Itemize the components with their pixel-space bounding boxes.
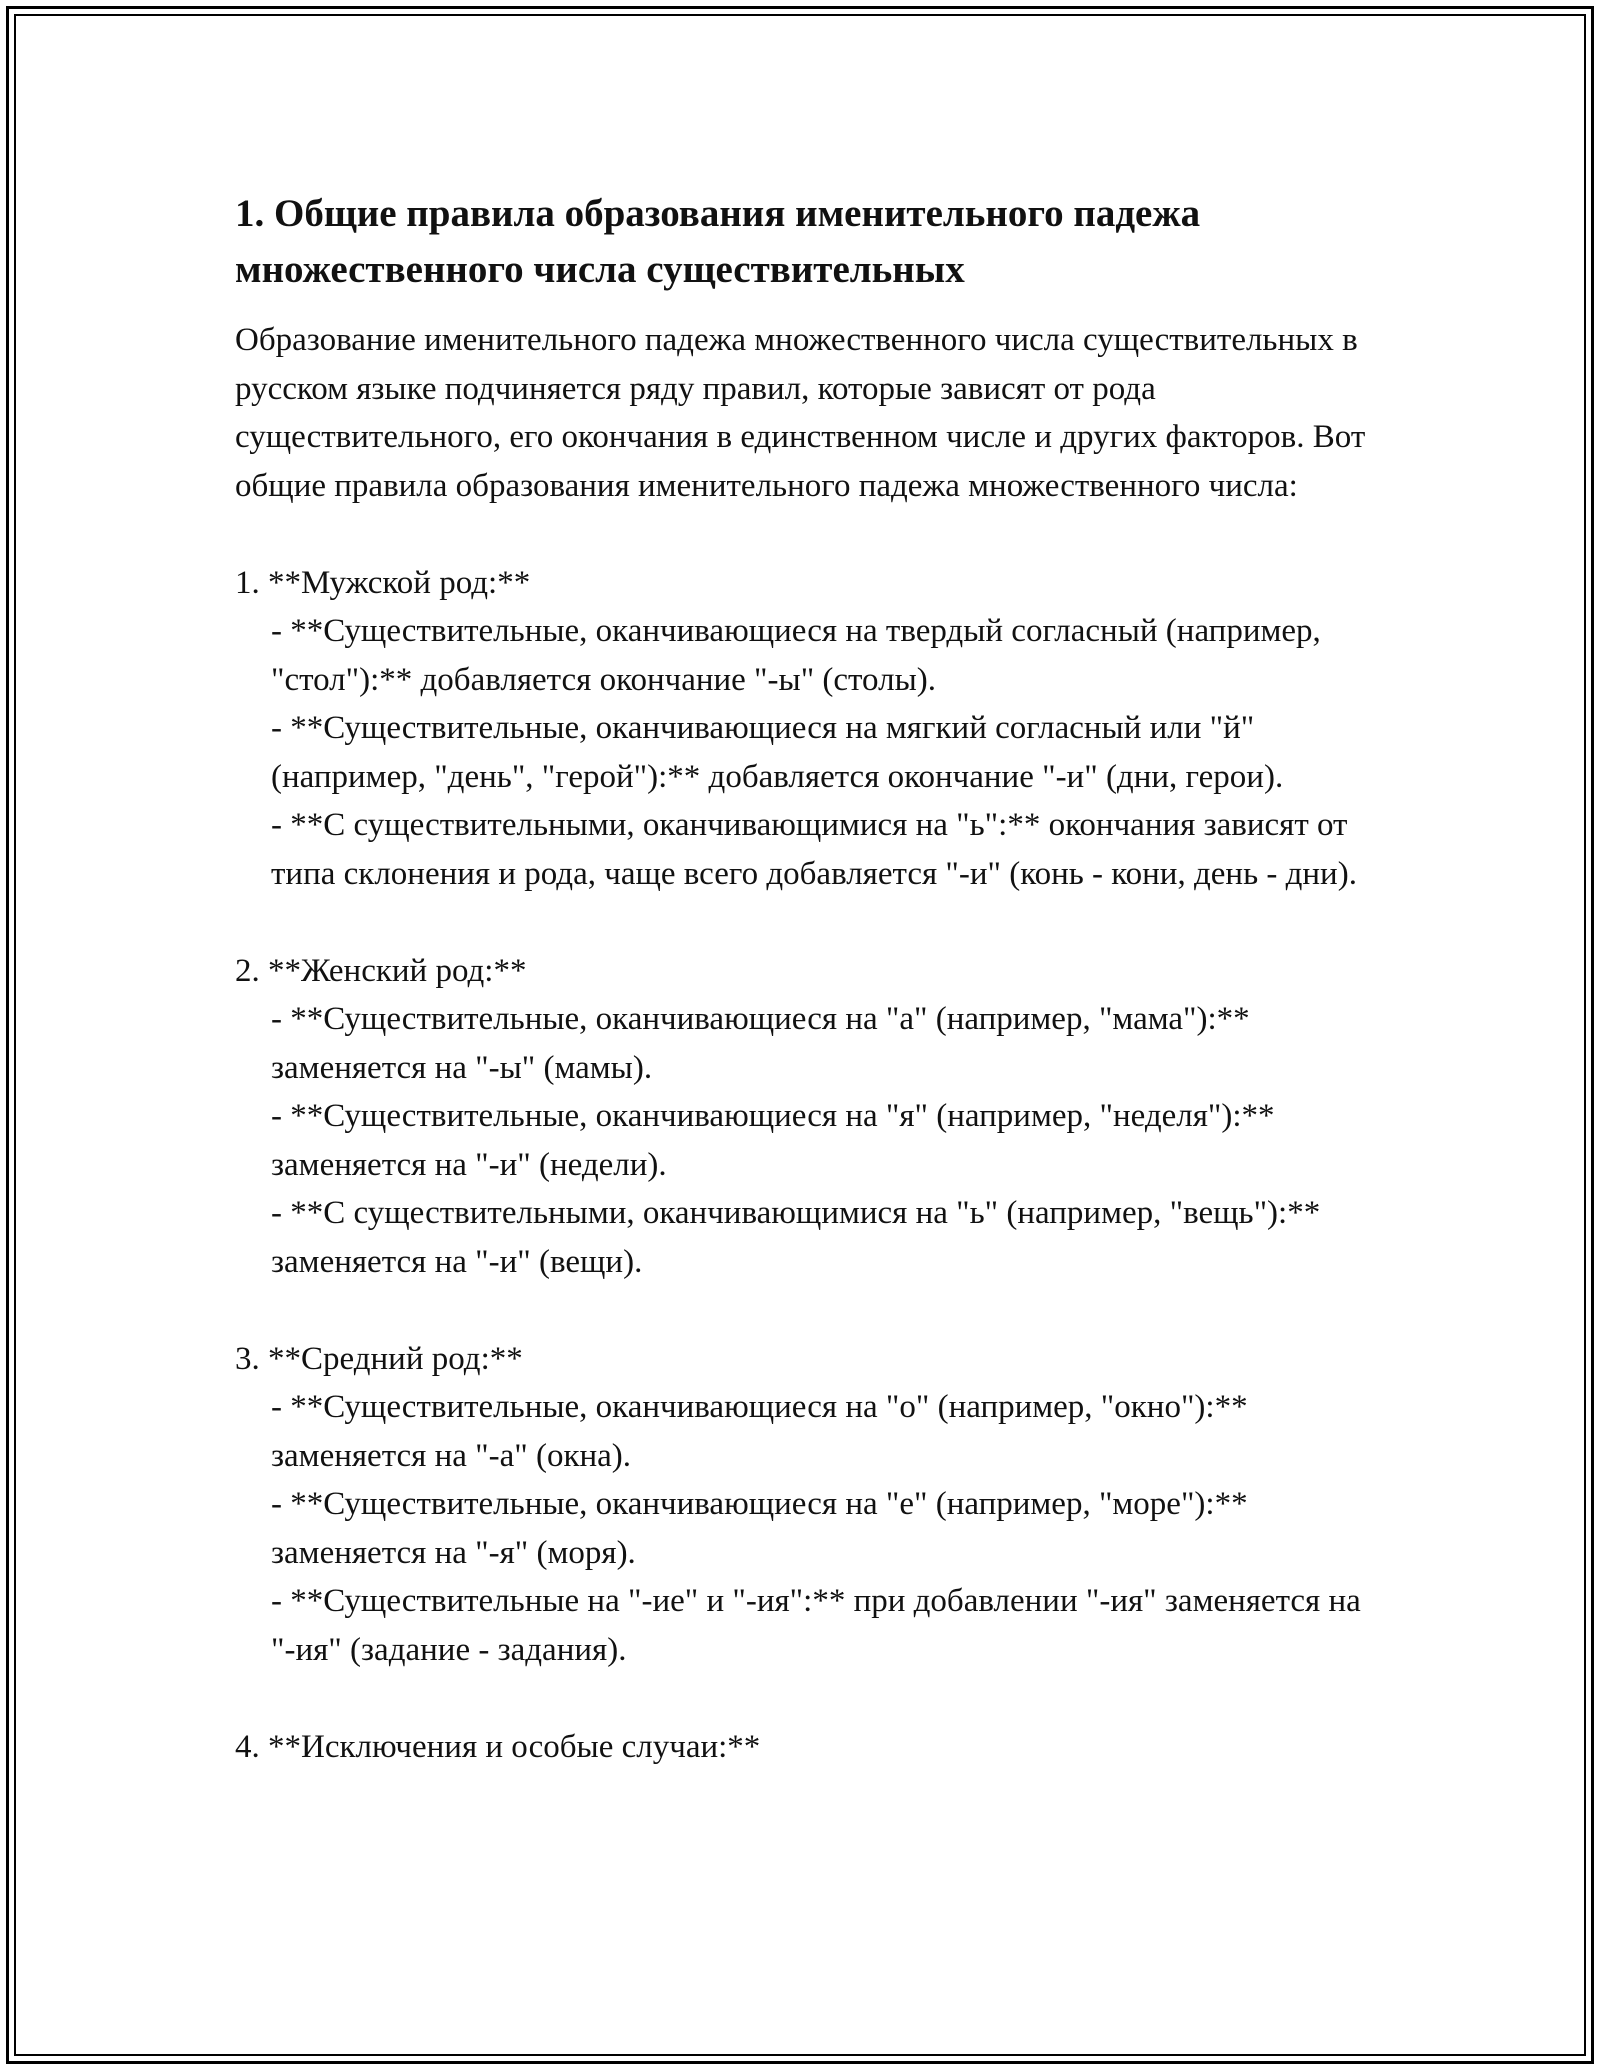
section-masculine	[235, 559, 1385, 899]
section-feminine	[235, 947, 1385, 1287]
section-exceptions	[235, 1723, 1385, 1772]
rule-item: - **С существительными, оканчивающимися на "ь" (например, "вещь"):** заменяется на "-и" (вещи).	[271, 1195, 1329, 1280]
rule-item: - **Существительные, оканчивающиеся на "а" (например, "мама"):** заменяется на "-ы" (мамы).	[271, 1001, 1258, 1086]
rule-item: - **Существительные на "-ие" и "-ия":** при добавлении "-ия" заменяется на "-ия" (задание - задания).	[271, 1583, 1370, 1668]
rule-item: - **Существительные, оканчивающиеся на "о" (например, "окно"):** заменяется на "-а" (окна).	[271, 1389, 1256, 1474]
section-title: 1. **Мужской род:**	[235, 564, 531, 601]
rule-item: - **Существительные, оканчивающиеся на "я" (например, "неделя"):** заменяется на "-и" (недели).	[271, 1098, 1283, 1183]
section-heading: 1. Общие правила образования именительного падежа множественного числа существительных	[235, 192, 1201, 291]
rule-item: - **С существительными, оканчивающимися на "ь":** окончания зависят от типа склонения и рода, чаще всего добавляется "-и" (конь - кони, день - дни).	[271, 807, 1357, 892]
rule-item: - **Существительные, оканчивающиеся на "е" (например, "море"):** заменяется на "-я" (моря).	[271, 1486, 1256, 1571]
rule-item: - **Существительные, оканчивающиеся на твердый согласный (например, "стол"):** добавляется окончание "-ы" (столы).	[271, 613, 1330, 698]
intro-paragraph: Образование именительного падежа множественного числа существительных в русском языке подчиняется ряду правил, которые зависят от рода существительного, его окончания в единственном числе и других факторов. Вот общие правила образования именительного падежа множественного числа:	[235, 322, 1366, 504]
section-neuter	[235, 1335, 1385, 1675]
section-title: 2. **Женский род:**	[235, 952, 527, 989]
section-title: 4. **Исключения и особые случаи:**	[235, 1728, 761, 1765]
document-body	[235, 186, 1385, 1771]
section-title: 3. **Средний род:**	[235, 1340, 523, 1377]
rule-item: - **Существительные, оканчивающиеся на мягкий согласный или "й" (например, "день", "герой"):** добавляется окончание "-и" (дни, герои).	[271, 710, 1284, 795]
